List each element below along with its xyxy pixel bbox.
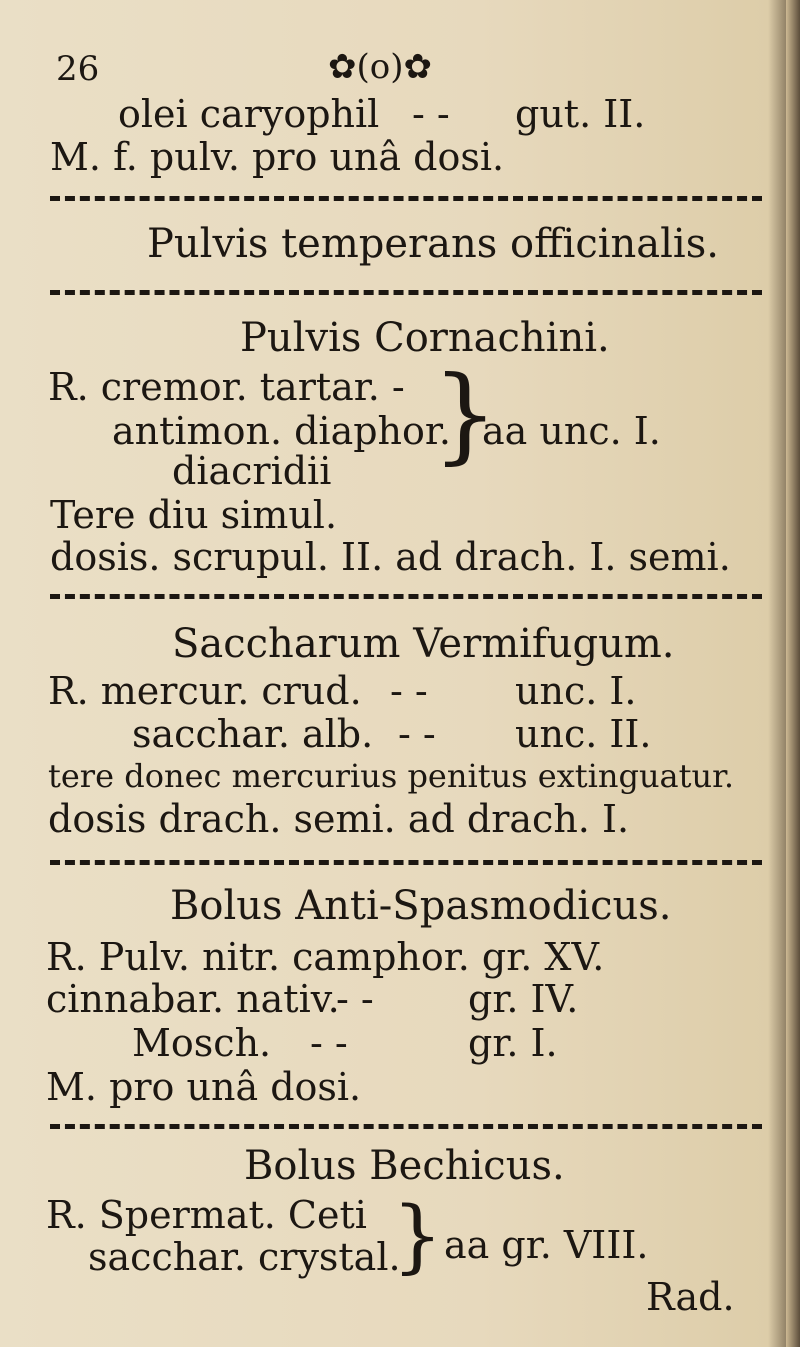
- line-olei-dose: gut. II.: [515, 92, 646, 136]
- recipe-line: Tere diu simul.: [50, 493, 338, 537]
- recipe-line: antimon. diaphor.: [112, 409, 451, 453]
- recipe-dose: unc. I.: [515, 669, 637, 713]
- recipe-line: diacridii: [172, 449, 332, 493]
- recipe-line: dosis drach. semi. ad drach. I.: [48, 797, 630, 841]
- right-brace-icon: }: [392, 1189, 443, 1282]
- recipe-dashes: - -: [310, 1021, 348, 1065]
- divider-rule: [50, 1124, 762, 1129]
- recipe-dose: unc. II.: [515, 712, 652, 756]
- section-title-pulvis-temperans: Pulvis temperans officinalis.: [147, 221, 719, 267]
- page-number: 26: [56, 49, 100, 89]
- recipe-dose: gr. IV.: [468, 977, 579, 1021]
- catchword: Rad.: [646, 1275, 735, 1319]
- recipe-dashes: - -: [398, 712, 436, 756]
- recipe-line: tere donec mercurius penitus extinguatur.: [48, 757, 735, 795]
- right-brace-icon: }: [432, 353, 499, 475]
- section-title-bolus-anti-spasmodicus: Bolus Anti-Spasmodicus.: [170, 883, 672, 929]
- recipe-line: R. Spermat. Ceti: [46, 1193, 367, 1237]
- section-title-saccharum-vermifugum: Saccharum Vermifugum.: [172, 621, 675, 667]
- recipe-dashes: - -: [336, 977, 374, 1021]
- section-title-bolus-bechicus: Bolus Bechicus.: [244, 1143, 565, 1189]
- line-olei-dashes: - -: [412, 92, 450, 136]
- divider-rule: [50, 196, 762, 201]
- recipe-dose: gr. I.: [468, 1021, 558, 1065]
- line-mf-pulv: M. f. pulv. pro unâ dosi.: [50, 135, 505, 179]
- brace-quantity: aa unc. I.: [482, 409, 661, 453]
- line-olei-caryophil: olei caryophil: [118, 92, 380, 136]
- recipe-line: dosis. scrupul. II. ad drach. I. semi.: [50, 535, 731, 579]
- divider-rule: [50, 594, 762, 599]
- recipe-line: R. Pulv. nitr. camphor. gr. XV.: [46, 935, 605, 979]
- recipe-line: cinnabar. nativ.: [46, 977, 340, 1021]
- page-spine-shadow: [786, 0, 800, 1347]
- recipe-line: Mosch.: [132, 1021, 272, 1065]
- recipe-line: R. cremor. tartar. -: [48, 365, 405, 409]
- recipe-dashes: - -: [390, 669, 428, 713]
- header-ornament: ✿(o)✿: [328, 47, 432, 87]
- recipe-line: R. mercur. crud.: [48, 669, 362, 713]
- recipe-line: sacchar. crystal.: [88, 1235, 401, 1279]
- recipe-line: M. pro unâ dosi.: [46, 1065, 362, 1109]
- divider-rule: [50, 290, 762, 295]
- recipe-line: sacchar. alb.: [132, 712, 374, 756]
- brace-quantity: aa gr. VIII.: [444, 1223, 649, 1267]
- section-title-pulvis-cornachini: Pulvis Cornachini.: [240, 315, 610, 361]
- divider-rule: [50, 860, 762, 865]
